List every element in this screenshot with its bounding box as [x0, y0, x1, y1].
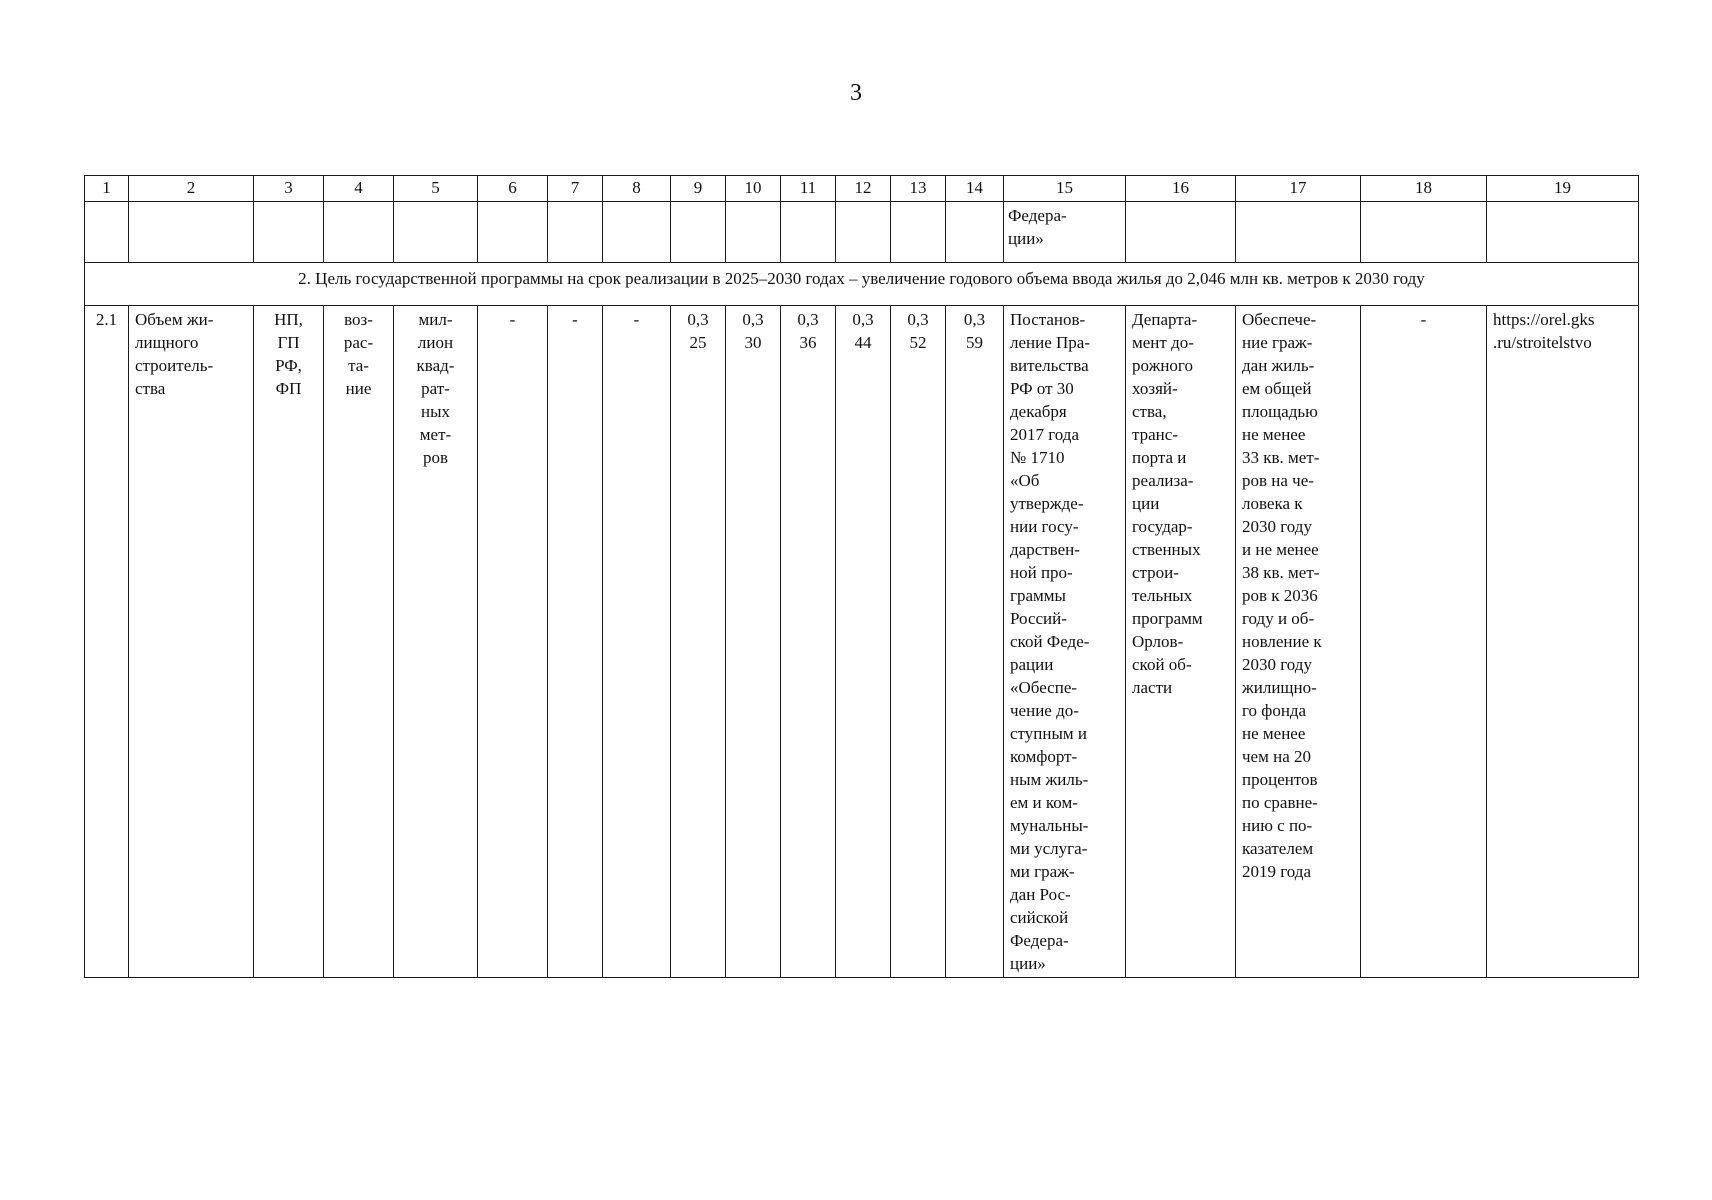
column-number: 3 [254, 176, 324, 202]
column-number: 6 [478, 176, 548, 202]
column-number: 7 [548, 176, 603, 202]
column-number: 2 [129, 176, 254, 202]
empty-cell [1126, 202, 1236, 263]
column-number: 18 [1361, 176, 1487, 202]
column-number: 10 [726, 176, 781, 202]
value-col14: 0,3 59 [946, 306, 1004, 978]
empty-cell [548, 202, 603, 263]
column-number: 14 [946, 176, 1004, 202]
column-number: 16 [1126, 176, 1236, 202]
value-col18: - [1361, 306, 1487, 978]
empty-cell [324, 202, 394, 263]
value-col13: 0,3 52 [891, 306, 946, 978]
information-source: https://orel.gks .ru/stroitelstvo [1487, 306, 1639, 978]
empty-cell [1236, 202, 1361, 263]
value-col12: 0,3 44 [836, 306, 891, 978]
empty-cell [254, 202, 324, 263]
column-number-row [85, 176, 1639, 202]
value-col8: - [603, 306, 671, 978]
base-year: - [548, 306, 603, 978]
value-col9: 0,3 25 [671, 306, 726, 978]
empty-cell [726, 202, 781, 263]
goal-heading-row [85, 263, 1639, 306]
empty-cell [671, 202, 726, 263]
empty-cell [946, 202, 1004, 263]
column-number: 8 [603, 176, 671, 202]
column-number: 17 [1236, 176, 1361, 202]
continuation-text: Федера- ции» [1004, 202, 1126, 263]
goal-heading: 2. Цель государственной программы на срок реализации в 2025–2030 годах – увеличение годового объема ввода жилья до 2,046 млн кв. метров к 2030 году [85, 263, 1639, 306]
empty-cell [129, 202, 254, 263]
indicator-type: НП, ГП РФ, ФП [254, 306, 324, 978]
value-col11: 0,3 36 [781, 306, 836, 978]
responsible-department: Департа- мент до- рожного хозяй- ства, транс- порта и реализа- ции государ- ственных строи- тельных программ Орлов- ской об- ласти [1126, 306, 1236, 978]
empty-cell [478, 202, 548, 263]
empty-cell [85, 202, 129, 263]
regulatory-document: Постанов- ление Пра- вительства РФ от 30 декабря 2017 года № 1710 «Об утвержде- нии госу- дарствен- ной про- граммы Россий- ской Феде- рации «Обеспе- чение до- ступным и комфорт- ным жиль- ем и ком- мунальны- ми услуга- ми граж- дан Рос- сийской Федера- ции» [1004, 306, 1126, 978]
empty-cell [603, 202, 671, 263]
column-number: 19 [1487, 176, 1639, 202]
column-number: 4 [324, 176, 394, 202]
column-number: 11 [781, 176, 836, 202]
national-goal-link: Обеспече- ние граж- дан жиль- ем общей площадью не менее 33 кв. мет- ров на че- ловека к 2030 году и не менее 38 кв. мет- ров к 2036 году и об- новление к 2030 году жилищно- го фонда не менее чем на 20 процентов по сравне- нию с по- казателем 2019 года [1236, 306, 1361, 978]
continuation-row [85, 202, 1639, 263]
column-number: 1 [85, 176, 129, 202]
empty-cell [836, 202, 891, 263]
empty-cell [1487, 202, 1639, 263]
column-number: 9 [671, 176, 726, 202]
empty-cell [891, 202, 946, 263]
column-number: 13 [891, 176, 946, 202]
empty-cell [1361, 202, 1487, 263]
indicator-row [85, 306, 1639, 978]
row-number: 2.1 [85, 306, 129, 978]
indicator-name: Объем жи- лищного строитель- ства [129, 306, 254, 978]
trend: воз- рас- та- ние [324, 306, 394, 978]
unit: мил- лион квад- рат- ных мет- ров [394, 306, 478, 978]
column-number: 12 [836, 176, 891, 202]
value-col10: 0,3 30 [726, 306, 781, 978]
page-number: 3 [850, 80, 862, 106]
column-number: 5 [394, 176, 478, 202]
empty-cell [394, 202, 478, 263]
indicators-table [84, 175, 1639, 978]
empty-cell [781, 202, 836, 263]
column-number: 15 [1004, 176, 1126, 202]
base-value: - [478, 306, 548, 978]
